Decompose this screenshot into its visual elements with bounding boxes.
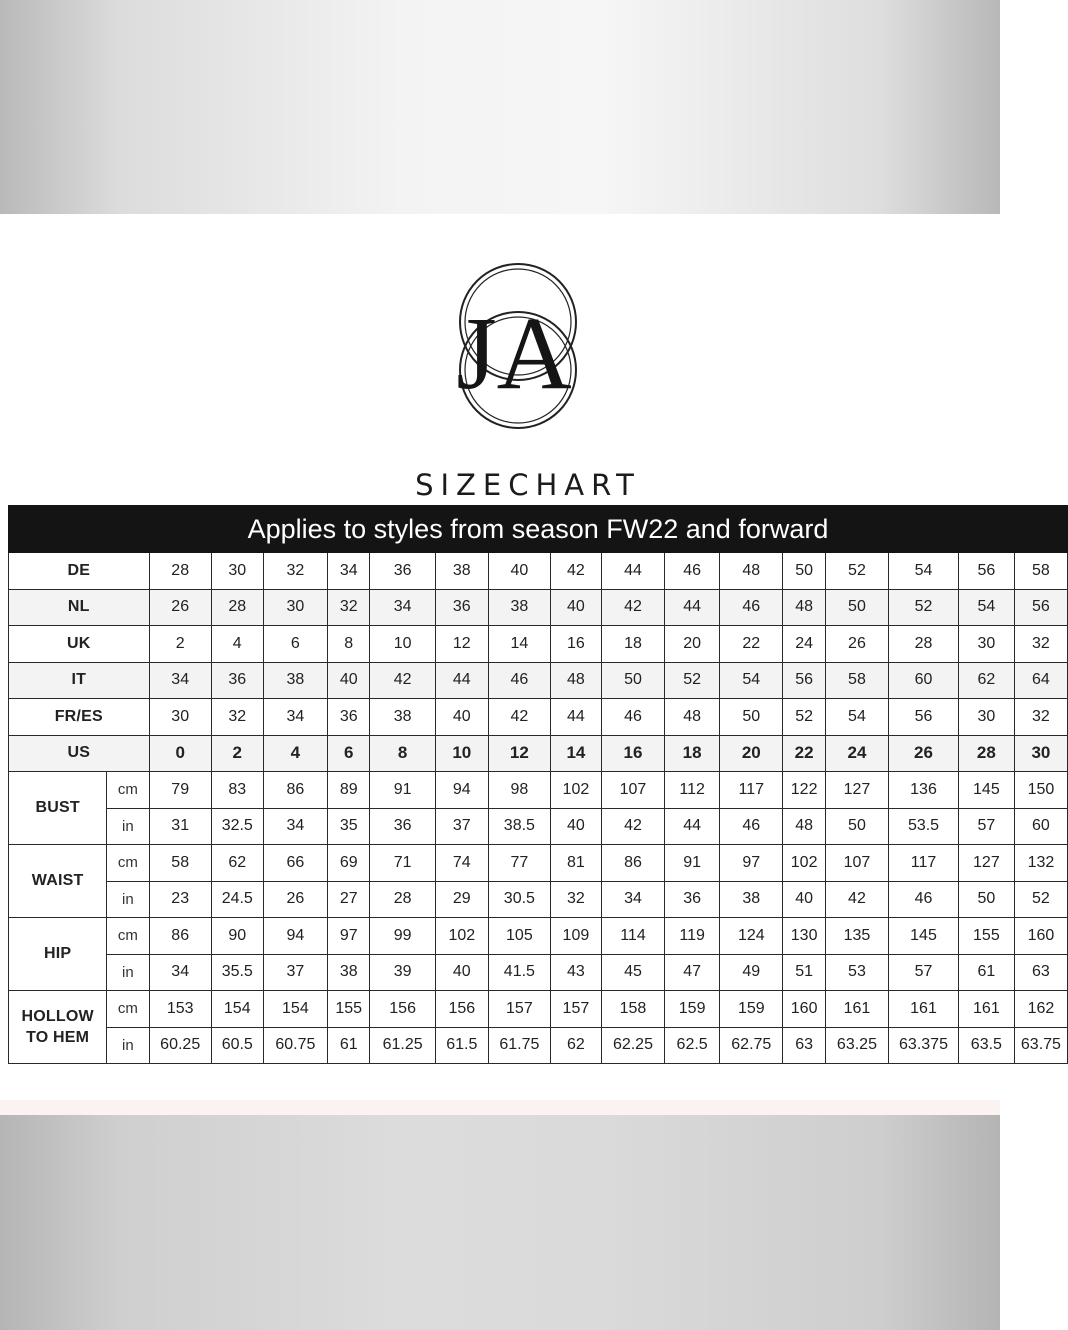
row-label: IT xyxy=(9,662,150,699)
size-cell: 32 xyxy=(211,699,263,736)
measure-cell: 145 xyxy=(958,772,1014,809)
measure-cell: 38 xyxy=(328,954,370,991)
size-cell: 56 xyxy=(783,662,825,699)
measure-cell: 117 xyxy=(889,845,959,882)
size-cell: 18 xyxy=(601,626,664,663)
measure-cell: 42 xyxy=(825,881,888,918)
measure-cell: 57 xyxy=(889,954,959,991)
size-cell: 42 xyxy=(601,589,664,626)
measure-cell: 51 xyxy=(783,954,825,991)
logo-monogram: JA xyxy=(456,296,572,411)
measure-cell: 150 xyxy=(1014,772,1067,809)
size-cell: 54 xyxy=(825,699,888,736)
measure-cell: 130 xyxy=(783,918,825,955)
size-cell: 16 xyxy=(551,626,602,663)
measure-cell: 117 xyxy=(720,772,783,809)
size-cell: 44 xyxy=(435,662,488,699)
size-cell: 32 xyxy=(1014,626,1067,663)
measure-cell: 63.375 xyxy=(889,1027,959,1064)
measure-cell: 47 xyxy=(665,954,720,991)
measure-cell: 61.75 xyxy=(488,1027,550,1064)
measure-cell: 60 xyxy=(1014,808,1067,845)
size-cell: 38 xyxy=(263,662,327,699)
measure-cell: 62.25 xyxy=(601,1027,664,1064)
measure-cell: 79 xyxy=(149,772,211,809)
size-cell: 40 xyxy=(328,662,370,699)
measure-cell: 156 xyxy=(370,991,436,1028)
size-cell: 24 xyxy=(783,626,825,663)
measure-cell: 145 xyxy=(889,918,959,955)
measure-cell: 127 xyxy=(958,845,1014,882)
measure-cell: 60.75 xyxy=(263,1027,327,1064)
size-cell: 40 xyxy=(435,699,488,736)
unit-cell: in xyxy=(107,954,149,991)
measure-cell: 81 xyxy=(551,845,602,882)
measure-cell: 86 xyxy=(149,918,211,955)
size-cell: 14 xyxy=(551,735,602,772)
measure-cell: 35 xyxy=(328,808,370,845)
measure-cell: 43 xyxy=(551,954,602,991)
size-cell: 22 xyxy=(720,626,783,663)
size-row-uk xyxy=(9,626,1068,663)
measure-cell: 90 xyxy=(211,918,263,955)
size-cell: 16 xyxy=(601,735,664,772)
size-cell: 28 xyxy=(958,735,1014,772)
size-cell: 44 xyxy=(665,589,720,626)
measure-row-bust-cm xyxy=(9,772,1068,809)
measure-cell: 32 xyxy=(551,881,602,918)
measure-cell: 61.5 xyxy=(435,1027,488,1064)
measure-row-hollow-to-hem-in xyxy=(9,1027,1068,1064)
measure-cell: 102 xyxy=(551,772,602,809)
measure-cell: 44 xyxy=(665,808,720,845)
measure-label: WAIST xyxy=(9,845,107,918)
measure-cell: 105 xyxy=(488,918,550,955)
measure-cell: 155 xyxy=(958,918,1014,955)
measure-cell: 74 xyxy=(435,845,488,882)
size-cell: 38 xyxy=(435,553,488,590)
measure-cell: 37 xyxy=(263,954,327,991)
measure-cell: 107 xyxy=(601,772,664,809)
size-cell: 28 xyxy=(211,589,263,626)
measure-cell: 48 xyxy=(783,808,825,845)
measure-cell: 153 xyxy=(149,991,211,1028)
measure-cell: 154 xyxy=(211,991,263,1028)
measure-cell: 30.5 xyxy=(488,881,550,918)
measure-cell: 69 xyxy=(328,845,370,882)
ja-logo-icon xyxy=(442,260,592,430)
measure-cell: 89 xyxy=(328,772,370,809)
size-cell: 46 xyxy=(720,589,783,626)
measure-cell: 86 xyxy=(601,845,664,882)
measure-cell: 45 xyxy=(601,954,664,991)
measure-cell: 27 xyxy=(328,881,370,918)
measure-cell: 40 xyxy=(783,881,825,918)
measure-cell: 77 xyxy=(488,845,550,882)
size-row-us xyxy=(9,735,1068,772)
measure-cell: 61.25 xyxy=(370,1027,436,1064)
size-cell: 44 xyxy=(601,553,664,590)
row-label: US xyxy=(9,735,150,772)
measure-cell: 60.25 xyxy=(149,1027,211,1064)
size-cell: 56 xyxy=(958,553,1014,590)
size-cell: 28 xyxy=(149,553,211,590)
measure-cell: 31 xyxy=(149,808,211,845)
size-cell: 60 xyxy=(889,662,959,699)
banner-text: Applies to styles from season FW22 and forward xyxy=(9,506,1068,553)
measure-cell: 66 xyxy=(263,845,327,882)
size-row-fres xyxy=(9,699,1068,736)
size-cell: 28 xyxy=(889,626,959,663)
size-cell: 36 xyxy=(328,699,370,736)
measure-cell: 156 xyxy=(435,991,488,1028)
measure-cell: 157 xyxy=(488,991,550,1028)
measure-cell: 63.75 xyxy=(1014,1027,1067,1064)
size-cell: 2 xyxy=(211,735,263,772)
measure-cell: 23 xyxy=(149,881,211,918)
measure-cell: 162 xyxy=(1014,991,1067,1028)
size-cell: 52 xyxy=(783,699,825,736)
size-cell: 20 xyxy=(665,626,720,663)
measure-row-bust-in xyxy=(9,808,1068,845)
size-cell: 54 xyxy=(889,553,959,590)
size-cell: 34 xyxy=(263,699,327,736)
size-cell: 46 xyxy=(488,662,550,699)
measure-cell: 161 xyxy=(958,991,1014,1028)
size-cell: 30 xyxy=(1014,735,1067,772)
measure-cell: 132 xyxy=(1014,845,1067,882)
measure-cell: 161 xyxy=(889,991,959,1028)
size-cell: 40 xyxy=(551,589,602,626)
measure-cell: 34 xyxy=(149,954,211,991)
size-cell: 26 xyxy=(825,626,888,663)
size-cell: 26 xyxy=(149,589,211,626)
size-cell: 42 xyxy=(551,553,602,590)
measure-cell: 62 xyxy=(551,1027,602,1064)
measure-cell: 58 xyxy=(149,845,211,882)
measure-cell: 102 xyxy=(435,918,488,955)
measure-label-line: TO HEM xyxy=(26,1029,90,1046)
measure-cell: 159 xyxy=(720,991,783,1028)
size-cell: 20 xyxy=(720,735,783,772)
measure-label xyxy=(9,991,107,1064)
measure-cell: 46 xyxy=(720,808,783,845)
measure-cell: 71 xyxy=(370,845,436,882)
measure-cell: 60.5 xyxy=(211,1027,263,1064)
measure-label-line: HOLLOW xyxy=(21,1008,94,1025)
measure-cell: 109 xyxy=(551,918,602,955)
measure-cell: 154 xyxy=(263,991,327,1028)
size-cell: 32 xyxy=(328,589,370,626)
size-cell: 48 xyxy=(551,662,602,699)
banner-row xyxy=(9,506,1068,553)
measure-cell: 53.5 xyxy=(889,808,959,845)
size-cell: 48 xyxy=(783,589,825,626)
measure-cell: 155 xyxy=(328,991,370,1028)
measure-row-hollow-to-hem-cm xyxy=(9,991,1068,1028)
size-cell: 34 xyxy=(328,553,370,590)
size-cell: 64 xyxy=(1014,662,1067,699)
size-cell: 62 xyxy=(958,662,1014,699)
unit-cell: in xyxy=(107,1027,149,1064)
measure-cell: 61 xyxy=(958,954,1014,991)
measure-cell: 94 xyxy=(435,772,488,809)
size-cell: 36 xyxy=(435,589,488,626)
measure-cell: 158 xyxy=(601,991,664,1028)
measure-cell: 102 xyxy=(783,845,825,882)
measure-cell: 36 xyxy=(370,808,436,845)
measure-cell: 124 xyxy=(720,918,783,955)
measure-cell: 63.25 xyxy=(825,1027,888,1064)
size-cell: 6 xyxy=(263,626,327,663)
measure-cell: 91 xyxy=(665,845,720,882)
measure-cell: 52 xyxy=(1014,881,1067,918)
size-cell: 34 xyxy=(149,662,211,699)
measure-cell: 40 xyxy=(551,808,602,845)
unit-cell: in xyxy=(107,881,149,918)
size-cell: 42 xyxy=(370,662,436,699)
top-gray-band xyxy=(0,0,1000,214)
bottom-gray-band xyxy=(0,1115,1000,1330)
row-label: DE xyxy=(9,553,150,590)
measure-cell: 99 xyxy=(370,918,436,955)
size-cell: 50 xyxy=(601,662,664,699)
size-cell: 2 xyxy=(149,626,211,663)
size-cell: 56 xyxy=(1014,589,1067,626)
size-cell: 54 xyxy=(958,589,1014,626)
bottom-pink-strip xyxy=(0,1100,1000,1115)
measure-cell: 63.5 xyxy=(958,1027,1014,1064)
size-cell: 8 xyxy=(328,626,370,663)
measure-cell: 35.5 xyxy=(211,954,263,991)
unit-cell: cm xyxy=(107,918,149,955)
size-cell: 8 xyxy=(370,735,436,772)
size-cell: 50 xyxy=(720,699,783,736)
size-chart-table xyxy=(8,505,1068,1064)
size-cell: 12 xyxy=(488,735,550,772)
measure-cell: 40 xyxy=(435,954,488,991)
row-label: FR/ES xyxy=(9,699,150,736)
measure-cell: 61 xyxy=(328,1027,370,1064)
size-row-nl xyxy=(9,589,1068,626)
size-cell: 30 xyxy=(263,589,327,626)
size-cell: 46 xyxy=(601,699,664,736)
measure-cell: 86 xyxy=(263,772,327,809)
measure-cell: 39 xyxy=(370,954,436,991)
measure-cell: 57 xyxy=(958,808,1014,845)
size-cell: 36 xyxy=(211,662,263,699)
size-row-de xyxy=(9,553,1068,590)
size-cell: 58 xyxy=(1014,553,1067,590)
measure-cell: 91 xyxy=(370,772,436,809)
measure-cell: 50 xyxy=(825,808,888,845)
size-cell: 4 xyxy=(263,735,327,772)
unit-cell: cm xyxy=(107,845,149,882)
size-cell: 18 xyxy=(665,735,720,772)
size-chart-table-wrapper xyxy=(8,505,1061,1067)
unit-cell: cm xyxy=(107,772,149,809)
size-cell: 4 xyxy=(211,626,263,663)
measure-cell: 53 xyxy=(825,954,888,991)
measure-row-hip-in xyxy=(9,954,1068,991)
measure-cell: 28 xyxy=(370,881,436,918)
size-cell: 50 xyxy=(783,553,825,590)
measure-cell: 160 xyxy=(783,991,825,1028)
size-cell: 36 xyxy=(370,553,436,590)
measure-cell: 26 xyxy=(263,881,327,918)
row-label: UK xyxy=(9,626,150,663)
measure-row-hip-cm xyxy=(9,918,1068,955)
measure-cell: 112 xyxy=(665,772,720,809)
size-cell: 40 xyxy=(488,553,550,590)
measure-cell: 160 xyxy=(1014,918,1067,955)
size-cell: 10 xyxy=(435,735,488,772)
size-cell: 26 xyxy=(889,735,959,772)
measure-cell: 157 xyxy=(551,991,602,1028)
measure-cell: 119 xyxy=(665,918,720,955)
size-cell: 14 xyxy=(488,626,550,663)
size-cell: 46 xyxy=(665,553,720,590)
measure-row-waist-cm xyxy=(9,845,1068,882)
measure-cell: 62.5 xyxy=(665,1027,720,1064)
measure-cell: 38.5 xyxy=(488,808,550,845)
measure-cell: 34 xyxy=(263,808,327,845)
measure-cell: 97 xyxy=(720,845,783,882)
measure-cell: 63 xyxy=(783,1027,825,1064)
size-cell: 24 xyxy=(825,735,888,772)
size-cell: 0 xyxy=(149,735,211,772)
unit-cell: in xyxy=(107,808,149,845)
measure-cell: 94 xyxy=(263,918,327,955)
size-cell: 52 xyxy=(825,553,888,590)
size-cell: 56 xyxy=(889,699,959,736)
measure-cell: 62 xyxy=(211,845,263,882)
measure-label: HIP xyxy=(9,918,107,991)
measure-cell: 46 xyxy=(889,881,959,918)
measure-cell: 127 xyxy=(825,772,888,809)
size-cell: 12 xyxy=(435,626,488,663)
measure-cell: 114 xyxy=(601,918,664,955)
size-cell: 50 xyxy=(825,589,888,626)
size-cell: 48 xyxy=(665,699,720,736)
measure-cell: 161 xyxy=(825,991,888,1028)
measure-cell: 41.5 xyxy=(488,954,550,991)
size-cell: 30 xyxy=(958,626,1014,663)
measure-cell: 49 xyxy=(720,954,783,991)
measure-cell: 38 xyxy=(720,881,783,918)
measure-cell: 136 xyxy=(889,772,959,809)
size-cell: 38 xyxy=(488,589,550,626)
size-cell: 30 xyxy=(958,699,1014,736)
size-cell: 42 xyxy=(488,699,550,736)
measure-cell: 62.75 xyxy=(720,1027,783,1064)
measure-cell: 32.5 xyxy=(211,808,263,845)
measure-row-waist-in xyxy=(9,881,1068,918)
measure-cell: 29 xyxy=(435,881,488,918)
measure-cell: 36 xyxy=(665,881,720,918)
size-cell: 48 xyxy=(720,553,783,590)
size-cell: 6 xyxy=(328,735,370,772)
page-title: SIZECHART xyxy=(415,468,641,502)
size-cell: 52 xyxy=(665,662,720,699)
measure-cell: 37 xyxy=(435,808,488,845)
measure-cell: 135 xyxy=(825,918,888,955)
size-cell: 34 xyxy=(370,589,436,626)
measure-cell: 159 xyxy=(665,991,720,1028)
size-row-it xyxy=(9,662,1068,699)
size-cell: 54 xyxy=(720,662,783,699)
measure-cell: 24.5 xyxy=(211,881,263,918)
size-cell: 38 xyxy=(370,699,436,736)
size-cell: 30 xyxy=(211,553,263,590)
measure-cell: 97 xyxy=(328,918,370,955)
measure-cell: 34 xyxy=(601,881,664,918)
measure-cell: 98 xyxy=(488,772,550,809)
size-cell: 52 xyxy=(889,589,959,626)
measure-cell: 50 xyxy=(958,881,1014,918)
size-cell: 58 xyxy=(825,662,888,699)
size-cell: 22 xyxy=(783,735,825,772)
measure-cell: 42 xyxy=(601,808,664,845)
measure-label: BUST xyxy=(9,772,107,845)
measure-cell: 107 xyxy=(825,845,888,882)
unit-cell: cm xyxy=(107,991,149,1028)
row-label: NL xyxy=(9,589,150,626)
size-cell: 32 xyxy=(263,553,327,590)
measure-cell: 122 xyxy=(783,772,825,809)
size-cell: 10 xyxy=(370,626,436,663)
size-cell: 30 xyxy=(149,699,211,736)
size-cell: 32 xyxy=(1014,699,1067,736)
size-cell: 44 xyxy=(551,699,602,736)
measure-cell: 83 xyxy=(211,772,263,809)
measure-cell: 63 xyxy=(1014,954,1067,991)
